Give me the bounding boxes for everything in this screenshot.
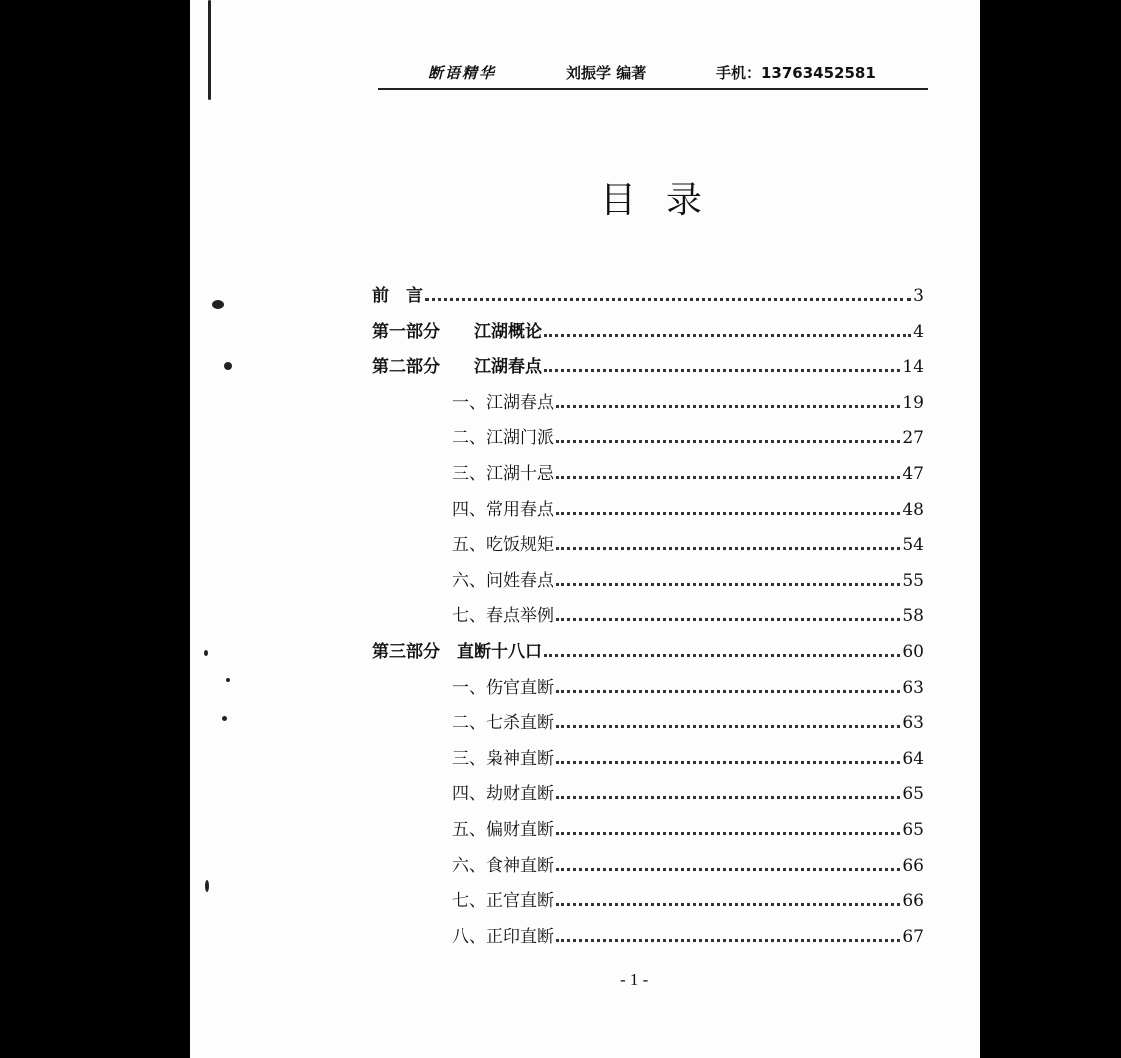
header-phone: 手机：13763452581 (716, 64, 876, 82)
toc-entry-page: 66 (902, 891, 924, 912)
dot-leader (556, 405, 900, 408)
toc-entry-label: 一、伤官直断 (452, 677, 554, 698)
toc-entry (372, 668, 924, 698)
toc-entry-label: 三、枭神直断 (452, 748, 554, 769)
dot-leader (556, 547, 900, 550)
dot-leader (556, 476, 900, 479)
toc-entry-page: 65 (902, 784, 924, 805)
toc-entry (372, 490, 924, 520)
toc-entry-page: 58 (902, 606, 924, 627)
dot-leader (556, 761, 900, 764)
toc-heading: 目录 (600, 180, 733, 221)
document-page (190, 0, 980, 1058)
toc-entry-page: 3 (913, 286, 924, 306)
toc-entry-label: 二、江湖门派 (452, 428, 554, 449)
toc-entry-page: 4 (913, 321, 924, 342)
dot-leader (556, 832, 900, 835)
toc-entry-label: 八、正印直断 (452, 926, 554, 947)
toc-entry-page: 54 (902, 535, 924, 556)
toc-entry (372, 846, 924, 876)
toc-entry (372, 276, 924, 306)
toc-entry-page: 19 (902, 392, 924, 413)
toc-entry-page: 14 (902, 357, 924, 378)
dot-leader (556, 583, 900, 586)
toc-entry-label: 二、七杀直断 (452, 713, 554, 734)
toc-entry-label: 前 言 (372, 286, 423, 306)
toc-entry (372, 739, 924, 769)
toc-entry-page: 63 (902, 677, 924, 698)
toc-entry-page: 27 (902, 428, 924, 449)
toc-entry (372, 917, 924, 947)
toc-entry (372, 561, 924, 591)
dot-leader (556, 939, 900, 942)
toc-entry-page: 63 (902, 713, 924, 734)
toc-entry (372, 810, 924, 840)
dot-leader (556, 725, 900, 728)
toc-entry-page: 55 (902, 570, 924, 591)
toc-entry-label: 五、吃饭规矩 (452, 535, 554, 556)
toc-entry-label: 六、问姓春点 (452, 570, 554, 591)
toc-entry (372, 312, 924, 342)
dot-leader (556, 868, 900, 871)
toc-entry-label: 一、江湖春点 (452, 392, 554, 413)
toc-entry-page: 66 (902, 855, 924, 876)
dot-leader (556, 618, 900, 621)
toc-entry (372, 383, 924, 413)
toc-entry-label: 第二部分 江湖春点 (372, 357, 542, 378)
toc-entry (372, 632, 924, 662)
toc-entry-page: 67 (902, 926, 924, 947)
toc-entry (372, 881, 924, 911)
toc-entry (372, 703, 924, 733)
toc-entry-page: 48 (902, 499, 924, 520)
dot-leader (544, 369, 900, 372)
toc-entry (372, 774, 924, 804)
toc-entry (372, 454, 924, 484)
toc-entry-page: 65 (902, 820, 924, 840)
dot-leader (544, 334, 911, 337)
toc-entry (372, 596, 924, 626)
running-header (378, 58, 928, 90)
header-author: 刘振学 编著 (566, 64, 647, 82)
toc-entry-label: 六、食神直断 (452, 855, 554, 876)
toc-entry-label: 第一部分 江湖概论 (372, 321, 542, 342)
toc-entry-page: 64 (902, 748, 924, 769)
toc-entry-label: 三、江湖十忌 (452, 464, 554, 484)
toc-entry (372, 525, 924, 555)
toc-entry-label: 七、正官直断 (452, 891, 554, 912)
dot-leader (556, 512, 900, 515)
dot-leader (556, 690, 900, 693)
toc-entry-label: 第三部分 直断十八口 (372, 642, 542, 662)
header-book-title: 断语精华 (428, 64, 497, 82)
dot-leader (556, 903, 900, 906)
toc-entry-label: 五、偏财直断 (452, 820, 554, 840)
toc-entry-label: 四、劫财直断 (452, 784, 554, 805)
page-number: - 1 - (620, 970, 649, 989)
toc-entry-label: 七、春点举例 (452, 606, 554, 627)
dot-leader (556, 796, 900, 799)
toc-entry-label: 四、常用春点 (452, 499, 554, 520)
toc-entry (372, 347, 924, 377)
dot-leader (556, 440, 900, 443)
dot-leader (544, 654, 900, 657)
toc-entry (372, 418, 924, 448)
toc-entry-page: 60 (902, 642, 924, 662)
dot-leader (425, 298, 911, 301)
toc-entry-page: 47 (902, 464, 924, 484)
